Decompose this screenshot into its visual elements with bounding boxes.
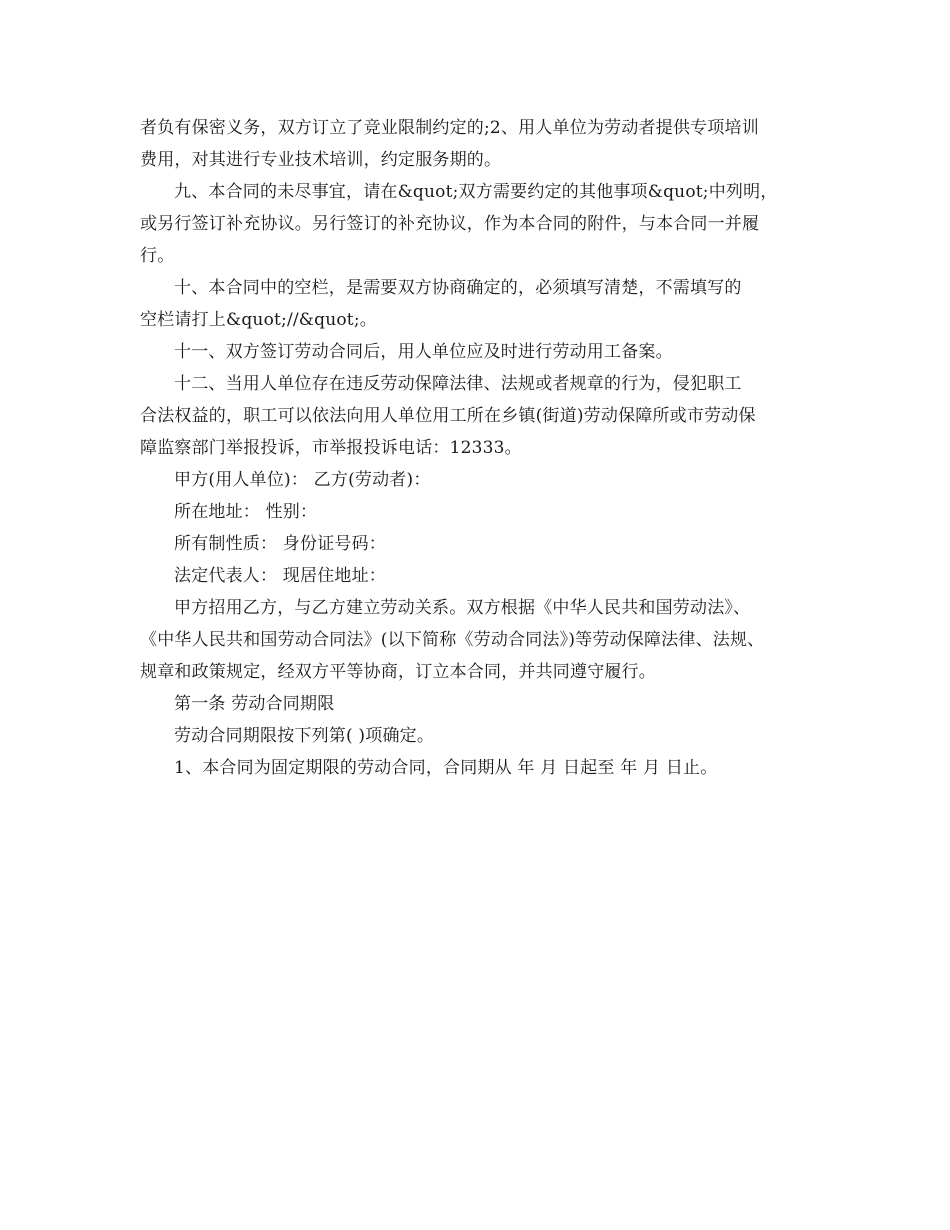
party-field-ownership: 所有制性质： 身份证号码： [174,534,387,554]
party-field-legal-rep: 法定代表人： 现居住地址： [174,566,387,586]
article-one-heading: 第一条 劳动合同期限 [174,694,335,714]
clause-ten-line-1: 十、本合同中的空栏，是需要双方协商确定的，必须填写清楚，不需填写的 [174,278,742,298]
party-field-address: 所在地址： 性别： [174,502,318,522]
article-one-fixed-term: 1、本合同为固定期限的劳动合同，合同期从 年 月 日起至 年 月 日止。 [174,758,718,778]
clause-twelve-line-3: 障监察部门举报投诉，市举报投诉电话：12333。 [140,438,522,458]
clause-nine-line-2: 或另行签订补充协议。另行签订的补充协议，作为本合同的附件，与本合同一并履 [140,214,760,234]
article-one-term-selection: 劳动合同期限按下列第( )项确定。 [174,726,435,746]
text-line-2: 费用，对其进行专业技术培训，约定服务期的。 [140,150,502,170]
preamble-line-2: 《中华人民共和国劳动合同法》(以下简称《劳动合同法》)等劳动保障法律、法规、 [140,630,765,650]
clause-nine-line-1: 九、本合同的未尽事宜，请在&quot;双方需要约定的其他事项&quot;中列明， [174,182,778,202]
text-line-1: 者负有保密义务，双方订立了竞业限制约定的;2、用人单位为劳动者提供专项培训 [140,118,759,138]
preamble-line-1: 甲方招用乙方，与乙方建立劳动关系。双方根据《中华人民共和国劳动法》、 [174,598,751,618]
preamble-line-3: 规章和政策规定，经双方平等协商，订立本合同，并共同遵守履行。 [140,662,656,682]
party-field-employer: 甲方(用人单位)： 乙方(劳动者)： [174,470,431,490]
clause-ten-line-2: 空栏请打上&quot;//&quot;。 [140,310,377,330]
clause-eleven: 十一、双方签订劳动合同后，用人单位应及时进行劳动用工备案。 [174,342,673,362]
document-body [140,112,828,784]
clause-twelve-line-2: 合法权益的，职工可以依法向用人单位用工所在乡镇(街道)劳动保障所或市劳动保 [140,406,756,426]
clause-twelve-line-1: 十二、当用人单位存在违反劳动保障法律、法规或者规章的行为，侵犯职工 [174,374,742,394]
clause-nine-line-3: 行。 [140,246,175,266]
